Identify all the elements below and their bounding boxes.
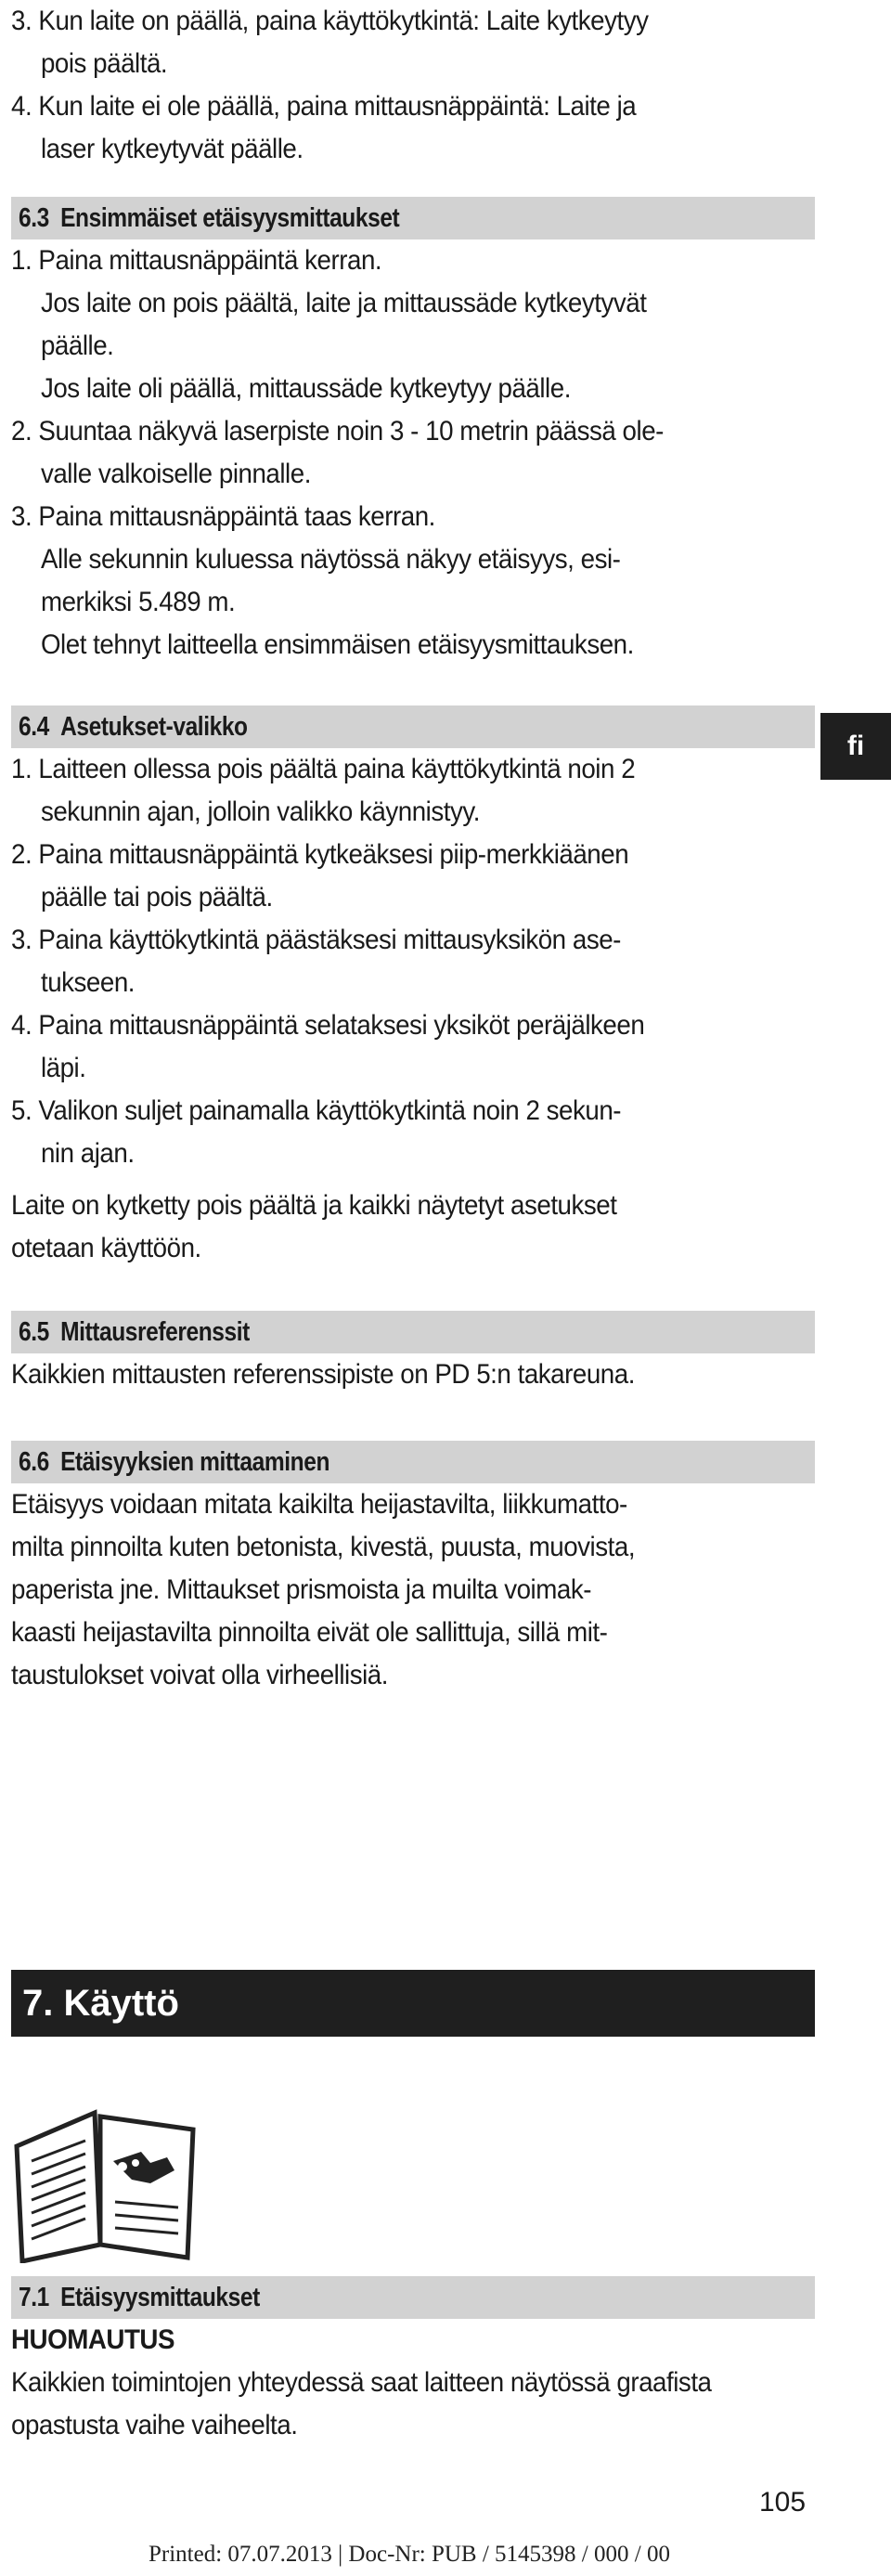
paragraph-line: otetaan käyttöön. — [11, 1233, 201, 1263]
section-heading-6-6 — [11, 1441, 815, 1483]
section-6-6-body — [11, 1483, 809, 1697]
list-item-cont: tukseen. — [40, 967, 136, 998]
list-item: 3. Kun laite on päällä, paina käyttökytkintä: Laite kytkeytyy — [11, 6, 649, 36]
paragraph-line: Etäisyys voidaan mitata kaikilta heijastavilta, liikkumatto- — [11, 1489, 627, 1520]
intro-list — [11, 0, 809, 171]
language-tab: fi — [820, 713, 891, 780]
paragraph-line: opastusta vaihe vaiheelta. — [11, 2410, 298, 2440]
paragraph-line: Laite on kytketty pois päältä ja kaikki näytetyt asetukset — [11, 1190, 617, 1221]
paragraph-line: Kaikkien toimintojen yhteydessä saat laitteen näytössä graafista — [11, 2367, 712, 2398]
section-title: Mittausreferenssit — [59, 1317, 250, 1347]
list-item: 1. Laitteen ollessa pois päältä paina käyttökytkintä noin 2 — [11, 754, 636, 784]
section-title: Etäisyysmittaukset — [59, 2283, 260, 2312]
print-footer: Printed: 07.07.2013 | Doc-Nr: PUB / 5145398 / 000 / 00 — [148, 2542, 670, 2567]
section-heading-7-1 — [11, 2276, 815, 2319]
list-item: 4. Kun laite ei ole päällä, paina mittausnäppäintä: Laite ja — [11, 91, 637, 122]
list-item: 1. Paina mittausnäppäintä kerran. — [11, 245, 382, 276]
paragraph-line: milta pinnoilta kuten betonista, kivestä, puusta, muovista, — [11, 1532, 636, 1562]
section-heading-6-5 — [11, 1311, 815, 1353]
section-title: Asetukset-valikko — [59, 712, 248, 742]
list-item-cont: nin ajan. — [40, 1138, 135, 1169]
paragraph-line: paperista jne. Mittaukset prismoista ja muilta voimak- — [11, 1574, 591, 1605]
list-item-cont: läpi. — [40, 1053, 86, 1083]
section-number: 6.4 — [19, 712, 49, 742]
section-heading-6-3 — [11, 197, 815, 239]
paragraph-line: taustulokset voivat olla virheellisiä. — [11, 1660, 389, 1690]
section-title: Etäisyyksien mittaaminen — [59, 1447, 329, 1477]
list-item-cont: Jos laite on pois päältä, laite ja mittaussäde kytkeytyvät — [40, 288, 647, 318]
section-title: Ensimmäiset etäisyysmittaukset — [59, 203, 400, 233]
list-item-cont: Jos laite oli päällä, mittaussäde kytkeytyy päälle. — [40, 373, 571, 404]
section-number: 7.1 — [19, 2283, 49, 2312]
section-number: 6.6 — [19, 1447, 49, 1477]
list-item: 2. Suuntaa näkyvä laserpiste noin 3 - 10 metrin päässä ole- — [11, 416, 664, 447]
list-item-cont: sekunnin ajan, jolloin valikko käynnistyy. — [40, 796, 480, 827]
list-item-cont: merkiksi 5.489 m. — [40, 587, 236, 617]
list-item-cont: päälle. — [40, 330, 114, 361]
section-6-4-body — [11, 748, 809, 1175]
list-item-cont: Alle sekunnin kuluessa näytössä näkyy etäisyys, esi- — [40, 544, 621, 575]
note-heading: HUOMAUTUS — [11, 2324, 175, 2355]
list-item-cont: pois päältä. — [40, 48, 168, 79]
section-heading-6-4 — [11, 705, 815, 748]
chapter-heading: 7. Käyttö — [11, 1970, 815, 2037]
list-item-cont: laser kytkeytyvät päälle. — [40, 134, 303, 164]
list-item: 5. Valikon suljet painamalla käyttökytkintä noin 2 sekun- — [11, 1095, 622, 1126]
section-7-1-body — [11, 2319, 809, 2447]
section-number: 6.5 — [19, 1317, 49, 1347]
list-item: 3. Paina mittausnäppäintä taas kerran. — [11, 501, 435, 532]
section-6-5-body — [11, 1353, 809, 1396]
section-6-3-body — [11, 239, 809, 667]
page-number: 105 — [759, 2487, 807, 2518]
paragraph-line: kaasti heijastavilta pinnoilta eivät ole sallittuja, sillä mit- — [11, 1617, 608, 1648]
list-item-cont: päälle tai pois päältä. — [40, 882, 273, 913]
list-item: 4. Paina mittausnäppäintä selataksesi yksiköt peräjälkeen — [11, 1010, 645, 1041]
manual-book-icon — [11, 2105, 197, 2263]
section-number: 6.3 — [19, 203, 49, 233]
list-item-cont: valle valkoiselle pinnalle. — [40, 459, 311, 489]
list-item: 2. Paina mittausnäppäintä kytkeäksesi piip-merkkiäänen — [11, 839, 629, 870]
section-6-4-note — [11, 1184, 809, 1270]
list-item-cont: Olet tehnyt laitteella ensimmäisen etäisyysmittauksen. — [40, 629, 634, 660]
list-item: 3. Paina käyttökytkintä päästäksesi mittausyksikön ase- — [11, 925, 621, 955]
paragraph-line: Kaikkien mittausten referenssipiste on PD 5:n takareuna. — [11, 1359, 635, 1390]
